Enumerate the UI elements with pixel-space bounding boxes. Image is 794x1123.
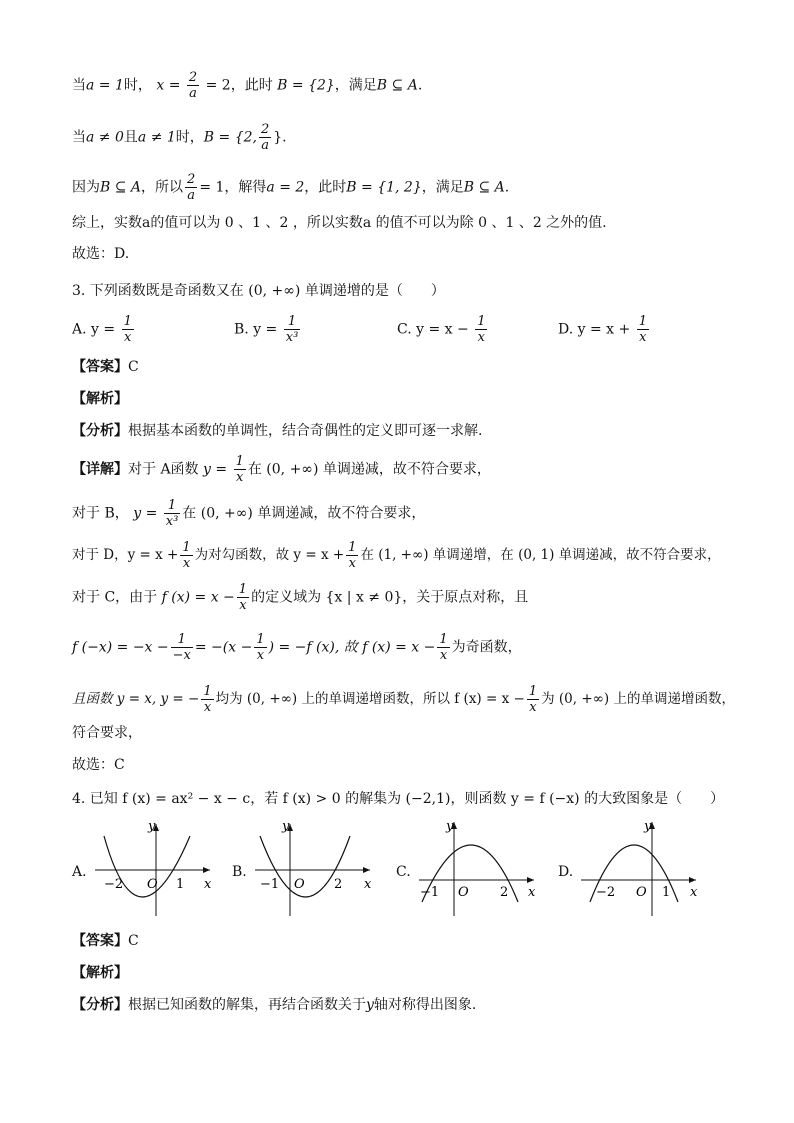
text: ，所以 (141, 179, 184, 196)
fraction: $\frac{1}{x}$ (528, 684, 538, 715)
math: x = (156, 77, 181, 94)
detail-line (72, 454, 491, 485)
fraction: $\frac{1}{x}$ (477, 314, 486, 345)
y-axis-label: y (446, 819, 454, 834)
question-4: 4. 已知 f (x) = ax² − x − c，若 f (x) > 0 的解集为 (−2,1)，则函数 y = f (−x) 的大致图象是（ ） (72, 791, 725, 807)
math: B ⊆ A (463, 179, 505, 196)
option-b (234, 314, 302, 345)
answer-4 (72, 930, 139, 952)
graph-a-label: A. (72, 864, 87, 880)
fraction: $\frac{2}{a}$ (260, 122, 270, 153)
text: 均为 (0, +∞) 上的单调递增函数，所以 f (x) = x − (215, 691, 525, 707)
analysis-tag: 【解析】 (72, 965, 128, 981)
math: B = {2, (203, 129, 257, 146)
y-axis-label: y (644, 819, 652, 834)
text-line: 故选：C (72, 757, 125, 773)
text: 对于 A函数 (128, 461, 199, 478)
math: y = (133, 505, 158, 522)
graph-a (90, 818, 215, 918)
fraction: $\frac{1}{x}$ (638, 314, 647, 345)
math: ) = −f (x), 故 f (x) = x − (268, 639, 436, 656)
text-line: 符合要求， (72, 725, 142, 741)
option-label: A. y = (72, 321, 116, 338)
fraction: $\frac{1}{x}$ (439, 632, 448, 663)
fenxi-tag: 【分析】 (72, 997, 128, 1013)
fraction: $\frac{2}{a}$ (187, 172, 196, 203)
math: f (−x) = −x − (72, 639, 169, 656)
graph-b (250, 818, 375, 918)
fraction: $\frac{1}{-x}$ (172, 632, 191, 663)
detail-line (72, 684, 735, 715)
math: a ≠ 0 (86, 129, 124, 146)
left-root: −1 (420, 885, 440, 900)
fraction: $\frac{2}{a}$ (188, 70, 198, 101)
math: = −(x − (194, 639, 253, 656)
fraction: $\frac{1}{x}$ (123, 314, 132, 345)
text: ，满足 (334, 77, 377, 94)
analysis-line (72, 420, 482, 442)
detail-line (72, 540, 721, 571)
detail-line (72, 498, 425, 529)
text: 为 (0, +∞) 上的单调递增函数， (541, 691, 735, 707)
text: 对于 B， (72, 505, 129, 522)
text: 在 (1, +∞) 单调递增，在 (0, 1) 单调递减，故不符合要求， (360, 547, 721, 563)
math: f (x) = x − (161, 589, 235, 606)
left-root: −1 (260, 877, 280, 892)
x-axis-label: x (364, 877, 372, 892)
option-label: C. y = x − (397, 321, 469, 338)
fraction: $\frac{1}{x}$ (235, 454, 244, 485)
text: 且 (123, 129, 138, 146)
right-root: 2 (500, 885, 509, 900)
text: ，此时 (304, 179, 347, 196)
fraction: $\frac{1}{\text{x³}}$ (165, 498, 179, 529)
origin-label: O (147, 877, 158, 892)
answer-tag: 【答案】 (72, 359, 128, 375)
text: 在 (0, +∞) 单调递减，故不符合要求， (247, 461, 491, 478)
answer-value: C (128, 933, 139, 949)
right-root: 2 (334, 877, 343, 892)
graph-c-label: C. (396, 864, 411, 880)
detail-tag: 【详解】 (72, 461, 128, 478)
origin-label: O (636, 885, 647, 900)
left-root: −2 (596, 885, 616, 900)
math: y = (203, 461, 228, 478)
graph-c (414, 818, 539, 918)
x-axis-label: x (204, 877, 212, 892)
math: 且函数 y = x, y = − (72, 691, 200, 707)
x-axis-label: x (528, 885, 536, 900)
text-line (72, 172, 509, 203)
question-3: 3. 下列函数既是奇函数又在 (0, +∞) 单调递增的是（ ） (72, 283, 445, 299)
text: 因为 (72, 179, 100, 196)
right-root: 1 (176, 877, 185, 892)
x-axis-label: x (690, 885, 698, 900)
fraction: $\frac{1}{x}$ (348, 540, 357, 571)
answer-3 (72, 356, 139, 378)
text: 为对勾函数，故 y = x + (194, 547, 345, 563)
option-c (397, 314, 489, 345)
text: 为奇函数， (451, 639, 522, 656)
y-axis-label: y (282, 819, 290, 834)
origin-label: O (294, 877, 305, 892)
math: B = {1, 2} (346, 179, 422, 196)
text: . (417, 77, 423, 94)
origin-label: O (458, 885, 469, 900)
text: 轴对称得出图象. (373, 997, 477, 1013)
text: 根据已知函数的解集，再结合函数关于 (128, 997, 366, 1013)
graph-d-label: D. (558, 864, 574, 880)
fraction: $\frac{1}{\text{x³}}$ (285, 314, 299, 345)
math: a ≠ 1 (137, 129, 176, 146)
detail-line (72, 632, 522, 663)
math: B ⊆ A (100, 179, 142, 196)
fraction: $\frac{1}{x}$ (238, 582, 248, 613)
graph-b-label: B. (232, 864, 247, 880)
text: = 2，此时 (205, 77, 273, 94)
text: . (504, 179, 510, 196)
text: 在 (0, +∞) 单调递减，故不符合要求， (182, 505, 426, 522)
fenxi-tag: 【分析】 (72, 423, 128, 439)
text: = 1，解得 (199, 179, 267, 196)
text: ，满足 (421, 179, 464, 196)
math: B ⊆ A (376, 77, 418, 94)
text: 时， (175, 129, 204, 146)
option-a (72, 314, 136, 345)
right-root: 1 (662, 885, 671, 900)
answer-tag: 【答案】 (72, 933, 128, 949)
math: a = 1 (86, 77, 124, 94)
text: }. (273, 129, 287, 146)
text-line (72, 70, 422, 101)
analysis-line (72, 994, 476, 1016)
fraction: $\frac{1}{x}$ (203, 684, 212, 715)
math: y (366, 997, 374, 1013)
text: 根据基本函数的单调性，结合奇偶性的定义即可逐一求解. (128, 423, 483, 439)
text: 的定义域为 {x | x ≠ 0}，关于原点对称，且 (251, 589, 529, 606)
text-line: 故选：D. (72, 246, 130, 262)
answer-value: C (128, 359, 139, 375)
y-axis-label: y (148, 819, 156, 834)
text: 对于 D，y = x + (72, 547, 179, 563)
text: 对于 C，由于 (72, 589, 158, 606)
detail-line (72, 582, 528, 613)
left-root: −2 (104, 877, 124, 892)
text: 当 (72, 129, 86, 146)
math: a = 2 (266, 179, 305, 196)
text-line (72, 122, 287, 153)
text-line: 综上，实数a的值可以为 0 、1 、2 ，所以实数a 的值不可以为除 0 、1 、2 之外的值. (72, 215, 607, 231)
analysis-tag: 【解析】 (72, 391, 128, 407)
fraction: $\frac{1}{x}$ (256, 632, 265, 663)
math: B = {2} (277, 77, 335, 94)
graph-d (576, 818, 701, 918)
fraction: $\frac{1}{x}$ (182, 540, 191, 571)
option-d (558, 314, 651, 345)
option-label: D. y = x + (558, 321, 631, 338)
option-label: B. y = (234, 321, 278, 338)
text: 当 (72, 77, 86, 94)
text: 时， (123, 77, 152, 94)
